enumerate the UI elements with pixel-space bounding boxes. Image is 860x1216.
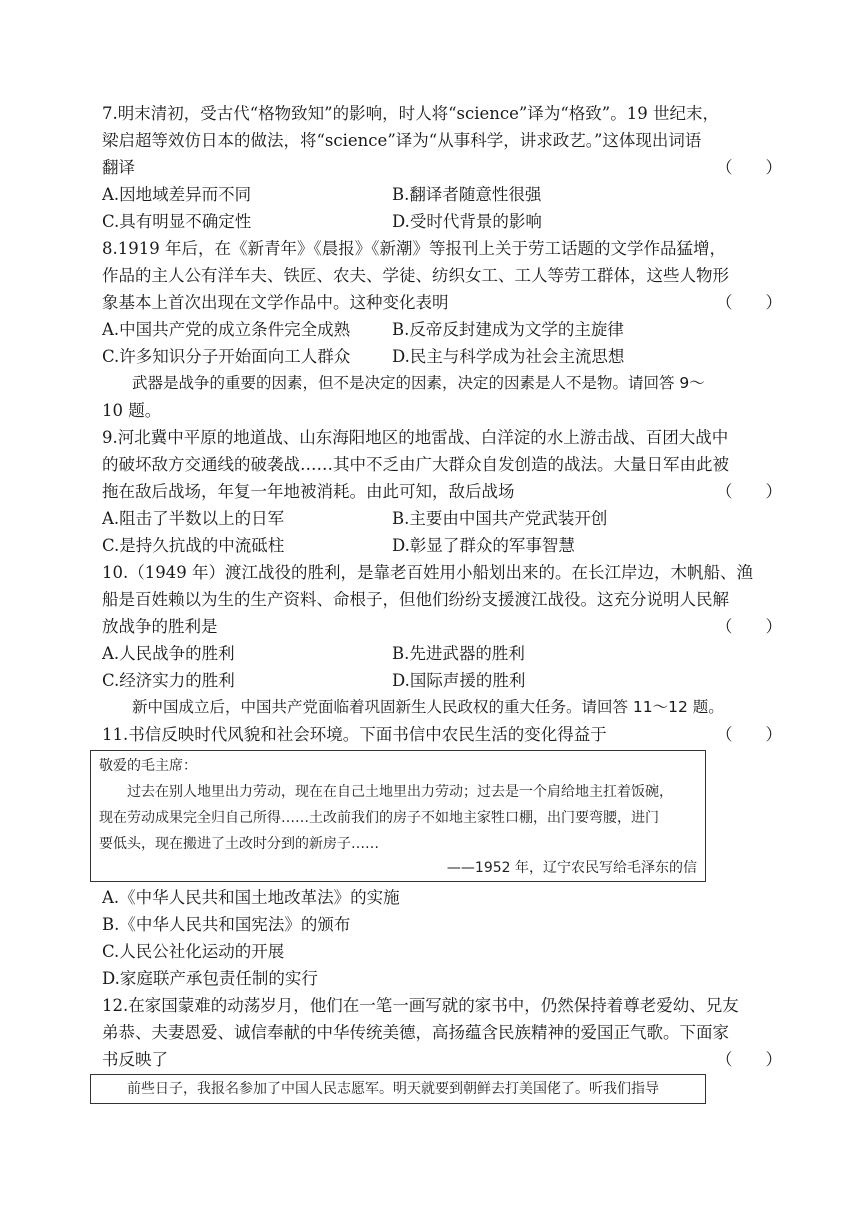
option-d[interactable]: D.家庭联产承包责任制的实行 [102,969,318,988]
question-text-line: 的破坏敌方交通线的破袭战……其中不乏由广大群众自发创造的战法。大量日军由此被 [102,455,729,474]
letter-line: 前些日子，我报名参加了中国人民志愿军。明天就要到朝鲜去打美国佬了。听我们指导 [127,1081,659,1097]
option-b[interactable]: B.先进武器的胜利 [392,644,525,663]
letter-salutation: 敬爱的毛主席： [99,758,197,774]
question-text-line: 梁启超等效仿日本的做法，将“science”译为“从事科学，讲求政艺。”这体现出词语 [102,131,702,150]
question-text-line: 拖在敌后战场，年复一年地被消耗。由此可知，敌后战场 [102,482,515,501]
option-a[interactable]: A.人民战争的胜利 [102,644,235,663]
option-c[interactable]: C.许多知识分子开始面向工人群众 [102,347,351,366]
option-b[interactable]: B.反帝反封建成为文学的主旋律 [392,320,624,339]
option-c[interactable]: C.是持久抗战的中流砥柱 [102,536,285,555]
answer-blank[interactable]: （ ） [716,482,782,501]
option-b[interactable]: B.《中华人民共和国宪法》的颁布 [102,915,351,934]
question-text-line: 船是百姓赖以为生的生产资料、命根子，但他们纷纷支援渡江战役。这充分说明人民解 [102,590,729,609]
intro-text-line: 新中国成立后，中国共产党面临着巩固新生人民政权的重大任务。请回答 11～12 题。 [132,698,724,716]
option-b[interactable]: B.主要由中国共产党武装开创 [392,509,608,528]
question-text-line: 11.书信反映时代风貌和社会环境。下面书信中农民生活的变化得益于 [102,725,607,744]
question-text-line: 7.明末清初，受古代“格物致知”的影响，时人将“science”译为“格致”。19 世纪末， [102,104,719,123]
intro-text-line: 武器是战争的重要的因素，但不是决定的因素，决定的因素是人不是物。请回答 9～ [132,374,705,392]
question-text-line: 作品的主人公有洋车夫、铁匠、农夫、学徒、纺织女工、工人等劳工群体，这些人物形 [102,266,729,285]
question-text-line: 象基本上首次出现在文学作品中。这种变化表明 [102,293,449,312]
letter-line: 过去在别人地里出力劳动，现在在自己土地里出力劳动；过去是一个肩给地主扛着饭碗， [127,784,673,800]
letter-source: ——1952 年，辽宁农民写给毛泽东的信 [446,860,697,876]
question-text-line: 8.1919 年后，在《新青年》《晨报》《新潮》等报刊上关于劳工话题的文学作品猛增， [102,239,726,258]
answer-blank[interactable]: （ ） [716,617,782,636]
option-a[interactable]: A.《中华人民共和国土地改革法》的实施 [102,888,400,907]
answer-blank[interactable]: （ ） [716,158,782,177]
option-c[interactable]: C.经济实力的胜利 [102,671,235,690]
letter-excerpt-box [90,1074,706,1104]
option-c[interactable]: C.人民公社化运动的开展 [102,942,285,961]
question-text-line: 放战争的胜利是 [102,617,218,636]
question-text-line: 翻译 [102,158,135,177]
question-text-line: 书反映了 [102,1050,168,1069]
letter-excerpt-box [90,750,706,882]
question-text-line: 9.河北冀中平原的地道战、山东海阳地区的地雷战、白洋淀的水上游击战、百团大战中 [102,428,729,447]
letter-line: 要低头，现在搬进了土改时分到的新房子…… [99,836,379,852]
option-d[interactable]: D.彰显了群众的军事智慧 [392,536,575,555]
option-c[interactable]: C.具有明显不确定性 [102,212,252,231]
option-d[interactable]: D.民主与科学成为社会主流思想 [392,347,625,366]
option-d[interactable]: D.国际声援的胜利 [392,671,526,690]
option-a[interactable]: A.中国共产党的成立条件完全成熟 [102,320,351,339]
answer-blank[interactable]: （ ） [716,1050,782,1069]
question-text-line: 弟恭、夫妻恩爱、诚信奉献的中华传统美德，高扬蕴含民族精神的爱国正气歌。下面家 [102,1023,729,1042]
option-a[interactable]: A.阻击了半数以上的日军 [102,509,285,528]
answer-blank[interactable]: （ ） [716,725,782,744]
answer-blank[interactable]: （ ） [716,293,782,312]
question-text-line: 12.在家国蒙难的动荡岁月，他们在一笔一画写就的家书中，仍然保持着尊老爱幼、兄友 [102,996,739,1015]
letter-line: 现在劳动成果完全归自己所得……土改前我们的房子不如地主家牲口棚，出门要弯腰，进门 [99,810,659,826]
intro-text-line: 10 题。 [102,401,162,420]
option-d[interactable]: D.受时代背景的影响 [392,212,542,231]
option-b[interactable]: B.翻译者随意性很强 [392,185,542,204]
option-a[interactable]: A.因地域差异而不同 [102,185,252,204]
question-text-line: 10.（1949 年）渡江战役的胜利，是靠老百姓用小船划出来的。在长江岸边，木帆船、渔 [102,563,753,582]
